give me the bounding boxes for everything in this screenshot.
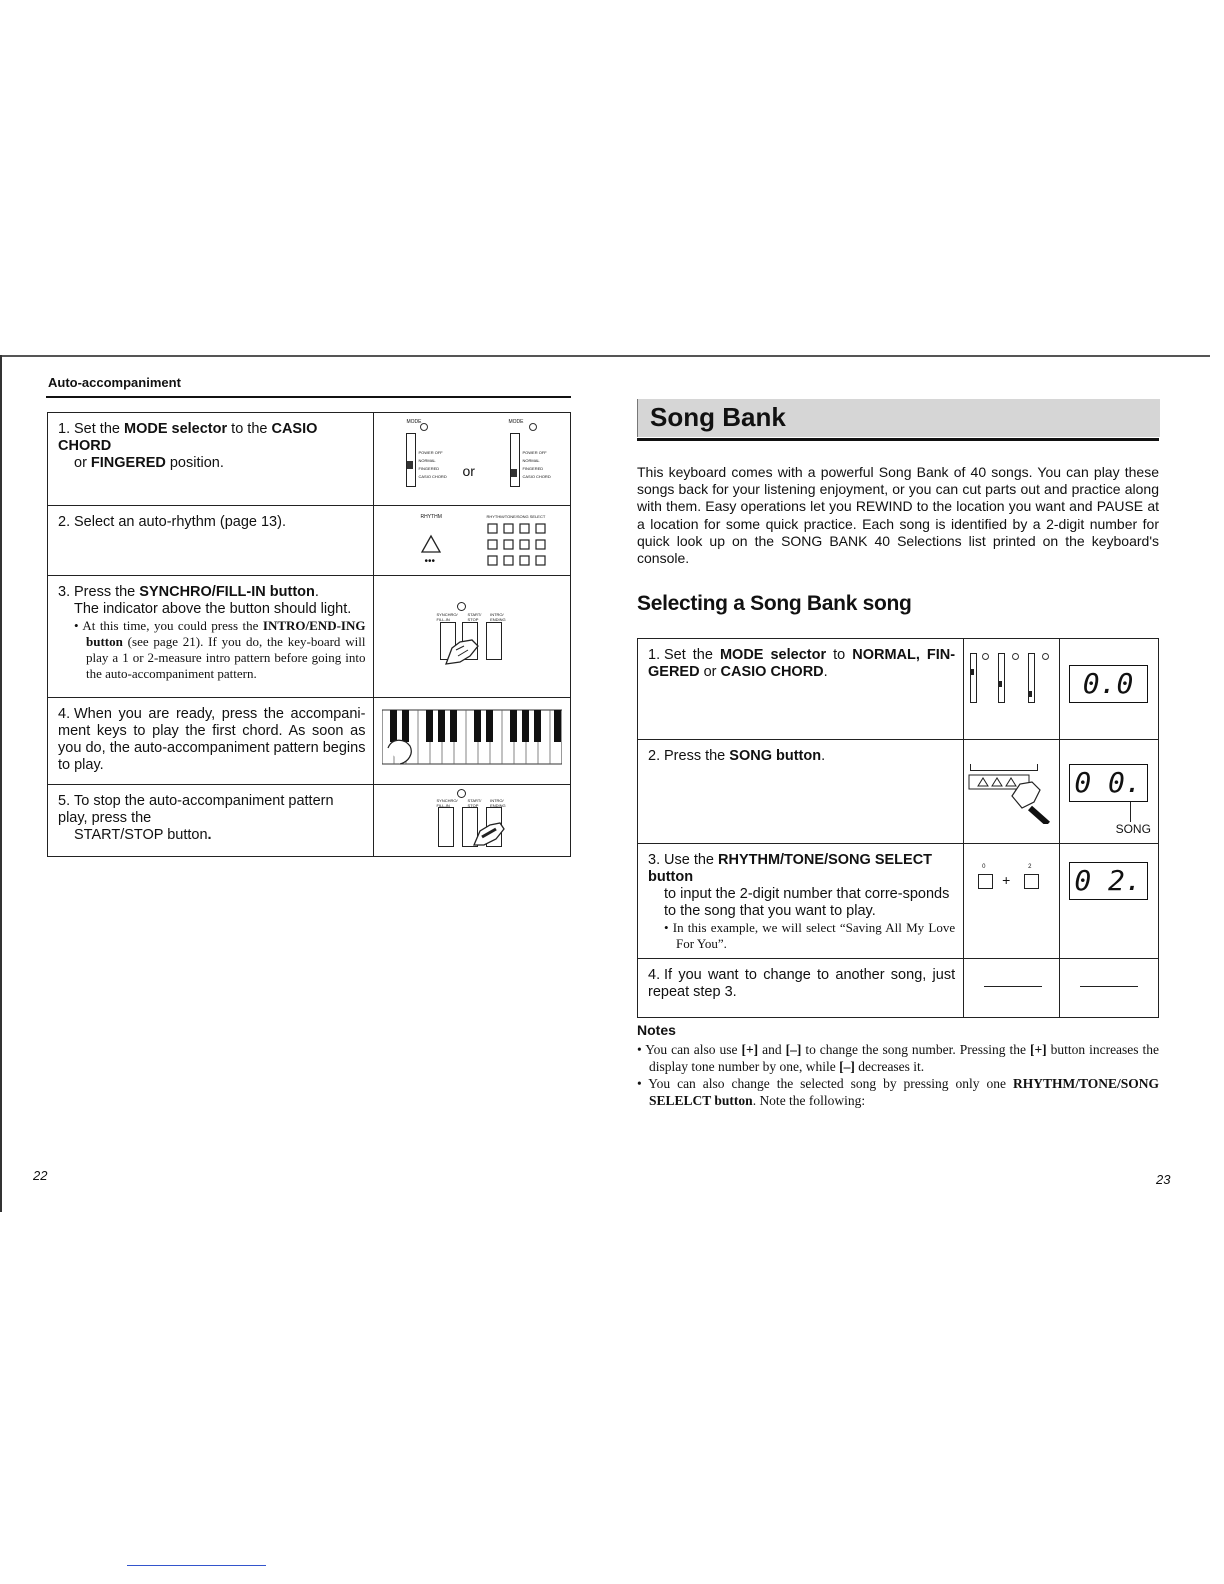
lcd-display-3: 0 2. bbox=[1069, 862, 1148, 900]
notes-list bbox=[637, 1041, 1159, 1109]
pressing-hand-icon bbox=[442, 636, 482, 668]
spine-line bbox=[0, 355, 2, 1212]
note-2: • You can also change the selected song by pressing only one RHYTHM/TONE/SONG SELELCT button. Note the following: bbox=[637, 1076, 1159, 1108]
song-indicator: SONG bbox=[1115, 822, 1151, 836]
rhythm-triangle-icon bbox=[420, 534, 442, 556]
digit-0-button bbox=[978, 874, 993, 889]
bottom-link-line bbox=[127, 1565, 266, 1566]
notes-heading: Notes bbox=[637, 1022, 676, 1038]
step-2: 2. Select an auto-rhythm (page 13). bbox=[58, 514, 286, 530]
page-number-right: 23 bbox=[1156, 1172, 1171, 1187]
top-rule bbox=[0, 355, 1210, 357]
pressing-hand-icon bbox=[470, 817, 506, 849]
lcd-display-2: 0 0. bbox=[1069, 764, 1148, 802]
step-1: 1. Set the MODE selector to the CASIO CHORD or FINGERED position. bbox=[58, 421, 318, 471]
song-step-1: 1. Set the MODE selector to NORMAL, FIN-GERED or CASIO CHORD. bbox=[648, 647, 956, 680]
lcd-display-1: 0.0 bbox=[1069, 665, 1148, 703]
step-5: 5. To stop the auto-accompaniment pattern play, press the START/STOP button. bbox=[58, 793, 334, 843]
step-3: 3. Press the SYNCHRO/FILL-IN button. The indicator above the button should light. • At this time, you could press the INTRO/END-ING button (see page 21). If you do, the key-board will play a 1 or 2-measure intro pattern before going into the auto-accompaniment pattern. bbox=[58, 584, 366, 681]
section-subheading: Selecting a Song Bank song bbox=[637, 592, 912, 615]
select-buttons-icon bbox=[486, 522, 546, 572]
section-underline bbox=[46, 396, 571, 398]
page-title: Song Bank bbox=[650, 402, 786, 432]
note-1: • You can also use [+] and [–] to change the song number. Pressing the [+] button increases the display tone number by one, while [–] decreases it. bbox=[637, 1042, 1160, 1074]
keyboard-icon bbox=[382, 708, 562, 766]
step-4: 4. When you are ready, press the accompani-ment keys to play the first chord. As soon as you do, the auto-accompaniment pattern begins to play. bbox=[58, 706, 366, 773]
song-bank-steps: 1. Set the MODE selector to NORMAL, FIN-GERED or CASIO CHORD. 0.0 2. Press the SONG button. 0 0. SONG 3. Use the RHYTHM/TONE/SONG SELECT button to input the 2-digit number that corre-sponds to the song that you want to play. • In this example, we will select “Saving All My Love For You”. 0 + 2 0 2. 4. If you want to change to another song, just repeat step 3. bbox=[637, 638, 1159, 1018]
or-label: or bbox=[462, 463, 475, 479]
intro-paragraph: This keyboard comes with a powerful Song Bank of 40 songs. You can play these songs back for your listening enjoyment, or you can cut parts out and practice along with them. Easy operations let you REWIND to the location you want and PAUSE at a location for some quick practice. Each song is identified by a 2-digit number for quick look up on the SONG BANK 40 Selections list printed on the keyboard's console. bbox=[637, 464, 1159, 567]
digit-2-button bbox=[1024, 874, 1039, 889]
song-step-3: 3. Use the RHYTHM/TONE/SONG SELECT button to input the 2-digit number that corre-sponds to the song that you want to play. • In this example, we will select “Saving All My Love For You”. bbox=[648, 852, 956, 951]
song-step-4: 4. If you want to change to another song, just repeat step 3. bbox=[648, 967, 956, 1000]
auto-accompaniment-steps: 1. Set the MODE selector to the CASIO CHORD or FINGERED position. MODE POWER OFF NORMAL FINGERED CASIO CHORD or MODE POWER OFF NORMAL FINGERED CASIO CHORD 2. Select an auto-rhythm (page 13). RHYTHM ••• RHYTHM/TONE/SONG SELECT 3. Press the SYNCHRO/FILL-IN button. The indicator above the button should light. • At this time, you could press the INTRO/END-ING button (see page 21). If you do, the key-board will play a 1 or 2-measure intro pattern before going into the auto-accompaniment pattern. SYNCHRO/ FILL-IN START/ STOP INTRO/ ENDING 4. When you are ready, press the accompani-ment keys to play the first chord. As soon as you do, the auto-accompaniment pattern begins to play. 5. To stop the auto-accompaniment pattern play, press the START/STOP button. SYNCHRO/ FILL-IN START/ STOP INTRO/ ENDING bbox=[47, 412, 571, 857]
song-step-2: 2. Press the SONG button. bbox=[648, 748, 826, 764]
page-number-left: 22 bbox=[33, 1168, 48, 1183]
section-label: Auto-accompaniment bbox=[48, 375, 181, 390]
song-button-hand-icon bbox=[968, 774, 1058, 824]
title-underline bbox=[637, 438, 1159, 441]
